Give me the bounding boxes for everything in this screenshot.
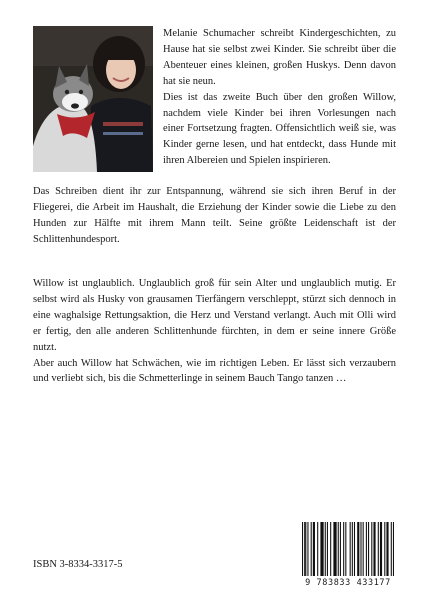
barcode-bar — [368, 522, 369, 576]
barcode-bar — [340, 522, 341, 576]
barcode-bars — [300, 522, 396, 578]
bio-paragraph-3: Das Schreiben dient ihr zur Entspannung, während sie sich ihren Beruf in der Fliegerei, die Arbeit im Haushalt, die Erziehung der Kinder sowie die Liebe zu den Hunden zur Hälfte mit ihrem Mann teilt. Seine größte Leidenschaft ist der Schlittenhundesport. — [33, 186, 396, 245]
barcode-bar — [357, 522, 359, 576]
barcode-bar — [343, 522, 344, 576]
barcode-bar — [354, 522, 355, 576]
barcode-bar — [327, 522, 328, 576]
barcode-bar — [380, 522, 382, 576]
barcode-bar — [384, 522, 385, 576]
barcode-bar — [304, 522, 305, 576]
blurb-paragraph-2: Aber auch Willow hat Schwächen, wie im richtigen Leben. Er lässt sich verzaubern und verliebt sich, bis die Schmetterlinge in seinem Bauch Tango tanzen … — [33, 357, 396, 385]
barcode-bar — [366, 522, 367, 576]
author-with-husky-photo-illustration — [33, 26, 153, 172]
barcode-bar — [378, 522, 379, 576]
barcode-bar — [313, 522, 315, 576]
barcode-bar — [320, 522, 323, 576]
barcode-bar — [325, 522, 326, 576]
barcode-bar — [330, 522, 331, 576]
barcode — [300, 522, 396, 580]
barcode-bar — [333, 522, 336, 576]
barcode-bar — [311, 522, 312, 576]
barcode-bar — [307, 522, 308, 576]
barcode-bar — [393, 522, 394, 576]
blurb-paragraph-1: Willow ist unglaublich. Unglaublich groß für sein Alter und unglaublich mutig. Er selbst wird als Husky von grausamen Tierfängern verschleppt, stürzt sich dennoch in eine waghalsige Rettungsaktion, die Herz und Verstand verlangt. Auch mit Olli wird er fertig, den alle anderen Schlittenhunde fürchten, in dem er seine innere Größe nutzt. — [33, 278, 396, 353]
barcode-bar — [391, 522, 392, 576]
barcode-bar — [352, 522, 353, 576]
isbn-number: ISBN 3-8334-3317-5 — [33, 559, 123, 570]
barcode-bar — [302, 522, 303, 576]
barcode-bar — [305, 522, 306, 576]
barcode-bar — [345, 522, 346, 576]
author-photo — [33, 26, 153, 172]
barcode-bar — [360, 522, 361, 576]
barcode-bar — [317, 522, 318, 576]
author-bio-side — [163, 26, 396, 169]
barcode-bar — [386, 522, 388, 576]
bio-paragraph-2: Dies ist das zweite Buch über den großen Willow, nachdem viele Kinder bei ihren Vorlesungen nach einer Fortsetzung fragten. Offensichtlich weiß sie, was Kinder gerne lesen, und hat entdeckt, dass Hunde mit ihren Albereien und Spielen inspirieren. — [163, 91, 396, 167]
barcode-bar — [363, 522, 364, 576]
barcode-bar — [350, 522, 351, 576]
bio-paragraph-1: Melanie Schumacher schreibt Kindergeschichten, zu Hause hat sie selbst zwei Kinder. Sie schreibt über die Abenteuer eines kleinen, großen Huskys. Denn davon hat sie neun. — [163, 28, 396, 87]
book-blurb — [33, 276, 396, 387]
barcode-bar — [371, 522, 372, 576]
barcode-bar — [373, 522, 375, 576]
barcode-digits: 9 783833 433177 — [305, 578, 391, 588]
barcode-bar — [338, 522, 339, 576]
